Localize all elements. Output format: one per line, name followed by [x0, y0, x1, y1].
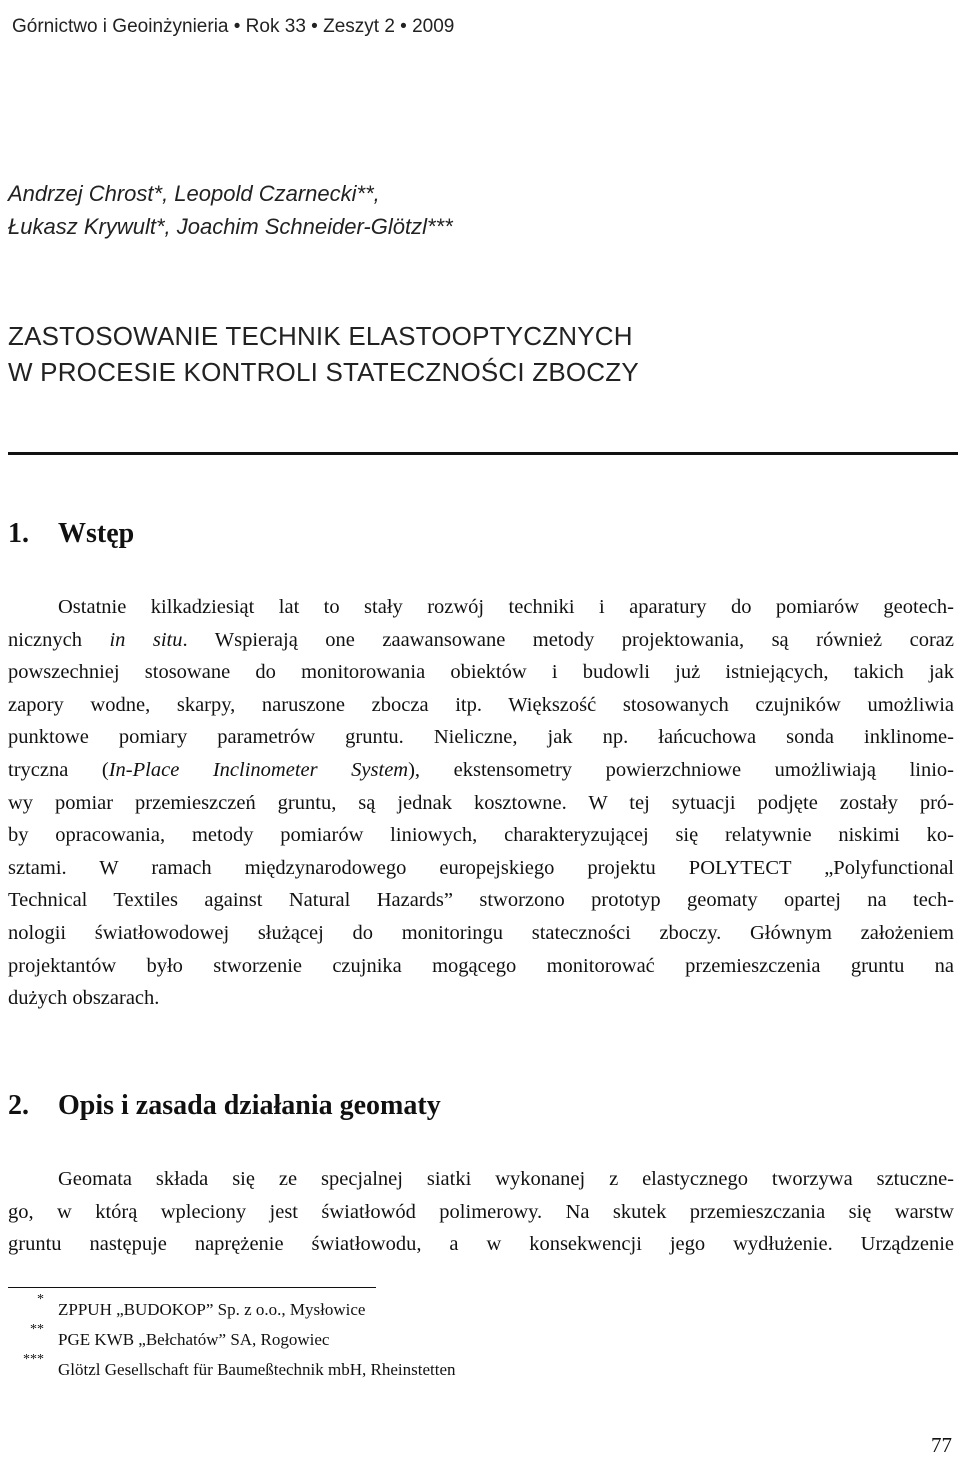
text-line: dużych obszarach.: [8, 987, 160, 1010]
footnote-mark: *: [37, 1292, 44, 1307]
text-line: punktowe pomiary parametrów gruntu. Nieliczne, jak np. łańcuchowa sonda inklinome-: [8, 726, 954, 749]
text-line: Technical Textiles against Natural Hazards” stworzono prototyp geomaty opartej na tech-: [8, 889, 954, 912]
section-number: 1.: [8, 518, 29, 549]
text-line: wy pomiar przemieszczeń gruntu, są jednak kosztowne. W tej sytuacji podjęte zostały pró-: [8, 791, 954, 814]
section-2-body: [8, 1163, 954, 1261]
section-number: 2.: [8, 1090, 29, 1121]
article-title: [8, 318, 639, 390]
text-span: tryczna (: [8, 758, 109, 781]
text-line: by opracowania, metody pomiarów liniowych, charakteryzującej się relatywnie niskimi ko-: [8, 824, 954, 847]
footnote-mark: **: [30, 1322, 44, 1337]
author-list: [8, 177, 453, 243]
italic-term: In-Place Inclinometer System: [108, 758, 409, 781]
title-divider: [8, 452, 958, 455]
text-line: [8, 624, 954, 657]
text-line: zapory wodne, skarpy, naruszone zbocza itp. Większość stosowanych czujników umożliwia: [8, 693, 954, 716]
footnote-text: ZPPUH „BUDOKOP” Sp. z o.o., Mysłowice: [58, 1300, 366, 1319]
text-span: nicznych: [8, 628, 110, 651]
section-title: Wstęp: [58, 518, 135, 549]
text-line: projektantów było stworzenie czujnika mogącego monitorować przemieszczenia gruntu na: [8, 954, 954, 977]
journal-header: Górnictwo i Geoinżynieria • Rok 33 • Zeszyt 2 • 2009: [12, 16, 455, 37]
footnote-mark: ***: [23, 1352, 44, 1367]
footnote-text: Glötzl Gesellschaft für Baumeßtechnik mbH, Rheinstetten: [58, 1360, 456, 1379]
section-heading-1: [8, 518, 134, 550]
text-span: ), ekstensometry powierzchniowe umożliwiają linio-: [408, 758, 954, 781]
footnote-divider: [8, 1287, 376, 1288]
section-title: Opis i zasada działania geomaty: [58, 1090, 441, 1121]
page-number: 77: [931, 1433, 952, 1457]
text-line: sztami. W ramach międzynarodowego europejskiego projektu POLYTECT „Polyfunctional: [8, 856, 954, 879]
authors-line-2: Łukasz Krywult*, Joachim Schneider-Glötzl***: [8, 214, 453, 239]
text-line: [8, 754, 954, 787]
footnote-text: PGE KWB „Bełchatów” SA, Rogowiec: [58, 1330, 330, 1349]
text-line: Geomata składa się ze specjalnej siatki wykonanej z elastycznego tworzywa sztuczne-: [58, 1168, 954, 1190]
text-line: powszechniej stosowane do monitorowania obiektów i budowli już istniejących, takich jak: [8, 661, 954, 684]
text-line: go, w którą wpleciony jest światłowód polimerowy. Na skutek przemieszczania się warstw: [8, 1200, 954, 1223]
title-line-2: W PROCESIE KONTROLI STATECZNOŚCI ZBOCZY: [8, 357, 639, 387]
text-line: gruntu następuje naprężenie światłowodu, a w konsekwencji jego wydłużenie. Urządzenie: [8, 1233, 954, 1256]
authors-line-1: Andrzej Chrost*, Leopold Czarnecki**,: [8, 181, 380, 206]
text-span: . Wspierają one zaawansowane metody projektowania, są również coraz: [182, 628, 954, 651]
italic-term: in situ: [109, 628, 183, 651]
section-heading-2: [8, 1090, 441, 1122]
section-1-body: [8, 591, 954, 1015]
text-line: nologii światłowodowej służącej do monitoringu stateczności zboczy. Głównym założeniem: [8, 921, 954, 944]
text-line: Ostatnie kilkadziesiąt lat to stały rozwój techniki i aparatury do pomiarów geotech-: [58, 596, 954, 618]
title-line-1: ZASTOSOWANIE TECHNIK ELASTOOPTYCZNYCH: [8, 321, 633, 351]
